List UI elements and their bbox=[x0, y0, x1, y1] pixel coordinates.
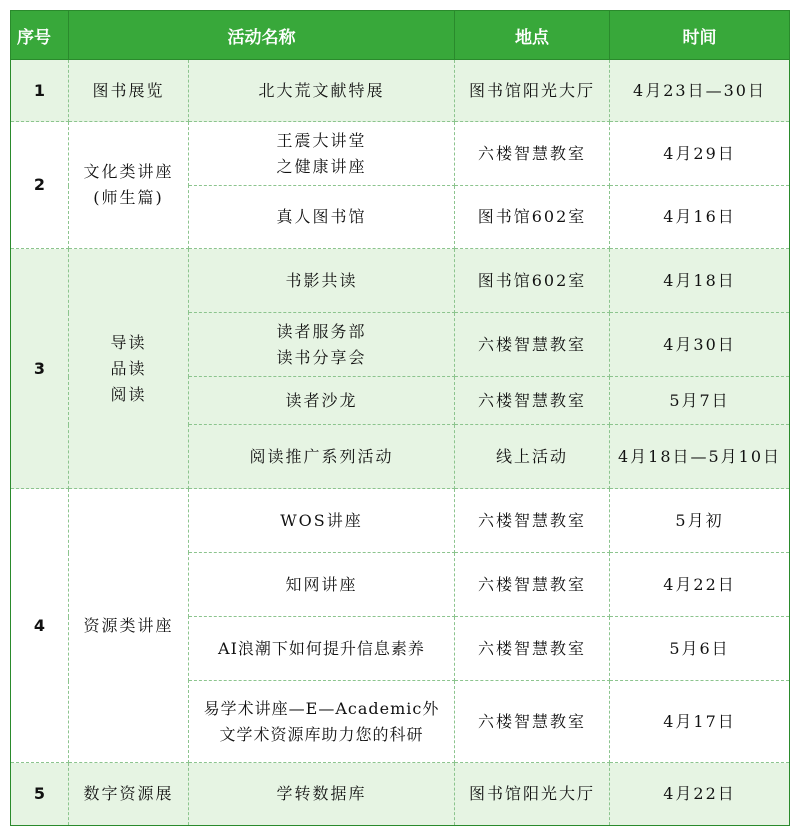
group-category: 数字资源展 bbox=[69, 763, 189, 826]
activity-name: 读者服务部 读书分享会 bbox=[189, 313, 455, 377]
activity-name: 真人图书馆 bbox=[189, 186, 455, 249]
activity-place: 图书馆阳光大厅 bbox=[455, 763, 610, 826]
activity-place: 六楼智慧教室 bbox=[455, 553, 610, 617]
activity-name: 知网讲座 bbox=[189, 553, 455, 617]
header-row bbox=[11, 11, 790, 60]
group-index: 3 bbox=[11, 249, 69, 489]
activity-time: 4月29日 bbox=[610, 122, 790, 186]
activity-time: 5月7日 bbox=[610, 377, 790, 425]
header-index: 序号 bbox=[11, 11, 69, 60]
table-row bbox=[11, 763, 790, 826]
activity-place: 图书馆602室 bbox=[455, 249, 610, 313]
activity-table bbox=[10, 10, 790, 826]
activity-time: 4月30日 bbox=[610, 313, 790, 377]
group-index: 4 bbox=[11, 489, 69, 763]
group-category: 文化类讲座 (师生篇) bbox=[69, 122, 189, 249]
activity-name: 阅读推广系列活动 bbox=[189, 425, 455, 489]
activity-time: 5月6日 bbox=[610, 617, 790, 681]
activity-name: 书影共读 bbox=[189, 249, 455, 313]
header-name: 活动名称 bbox=[69, 11, 455, 60]
activity-name: WOS讲座 bbox=[189, 489, 455, 553]
activity-time: 5月初 bbox=[610, 489, 790, 553]
group-index: 5 bbox=[11, 763, 69, 826]
group-index: 1 bbox=[11, 60, 69, 122]
activity-time: 4月18日—5月10日 bbox=[610, 425, 790, 489]
header-place: 地点 bbox=[455, 11, 610, 60]
header-time: 时间 bbox=[610, 11, 790, 60]
activity-place: 图书馆602室 bbox=[455, 186, 610, 249]
activity-time: 4月23日—30日 bbox=[610, 60, 790, 122]
table-row bbox=[11, 489, 790, 553]
activity-time: 4月16日 bbox=[610, 186, 790, 249]
activity-name: 北大荒文献特展 bbox=[189, 60, 455, 122]
table-row bbox=[11, 122, 790, 186]
activity-place: 六楼智慧教室 bbox=[455, 377, 610, 425]
activity-name: 王震大讲堂 之健康讲座 bbox=[189, 122, 455, 186]
group-category: 图书展览 bbox=[69, 60, 189, 122]
activity-time: 4月18日 bbox=[610, 249, 790, 313]
activity-time: 4月22日 bbox=[610, 553, 790, 617]
group-category: 资源类讲座 bbox=[69, 489, 189, 763]
activity-name: 读者沙龙 bbox=[189, 377, 455, 425]
activity-place: 六楼智慧教室 bbox=[455, 313, 610, 377]
activity-place: 六楼智慧教室 bbox=[455, 617, 610, 681]
activity-name: 学转数据库 bbox=[189, 763, 455, 826]
group-category: 导读 品读 阅读 bbox=[69, 249, 189, 489]
table-row bbox=[11, 249, 790, 313]
activity-time: 4月22日 bbox=[610, 763, 790, 826]
activity-time: 4月17日 bbox=[610, 681, 790, 763]
activity-place: 六楼智慧教室 bbox=[455, 122, 610, 186]
activity-name: 易学术讲座—E—Academic外 文学术资源库助力您的科研 bbox=[189, 681, 455, 763]
activity-name: AI浪潮下如何提升信息素养 bbox=[189, 617, 455, 681]
activity-place: 线上活动 bbox=[455, 425, 610, 489]
activity-place: 六楼智慧教室 bbox=[455, 489, 610, 553]
activity-place: 六楼智慧教室 bbox=[455, 681, 610, 763]
group-index: 2 bbox=[11, 122, 69, 249]
activity-place: 图书馆阳光大厅 bbox=[455, 60, 610, 122]
table-row bbox=[11, 60, 790, 122]
